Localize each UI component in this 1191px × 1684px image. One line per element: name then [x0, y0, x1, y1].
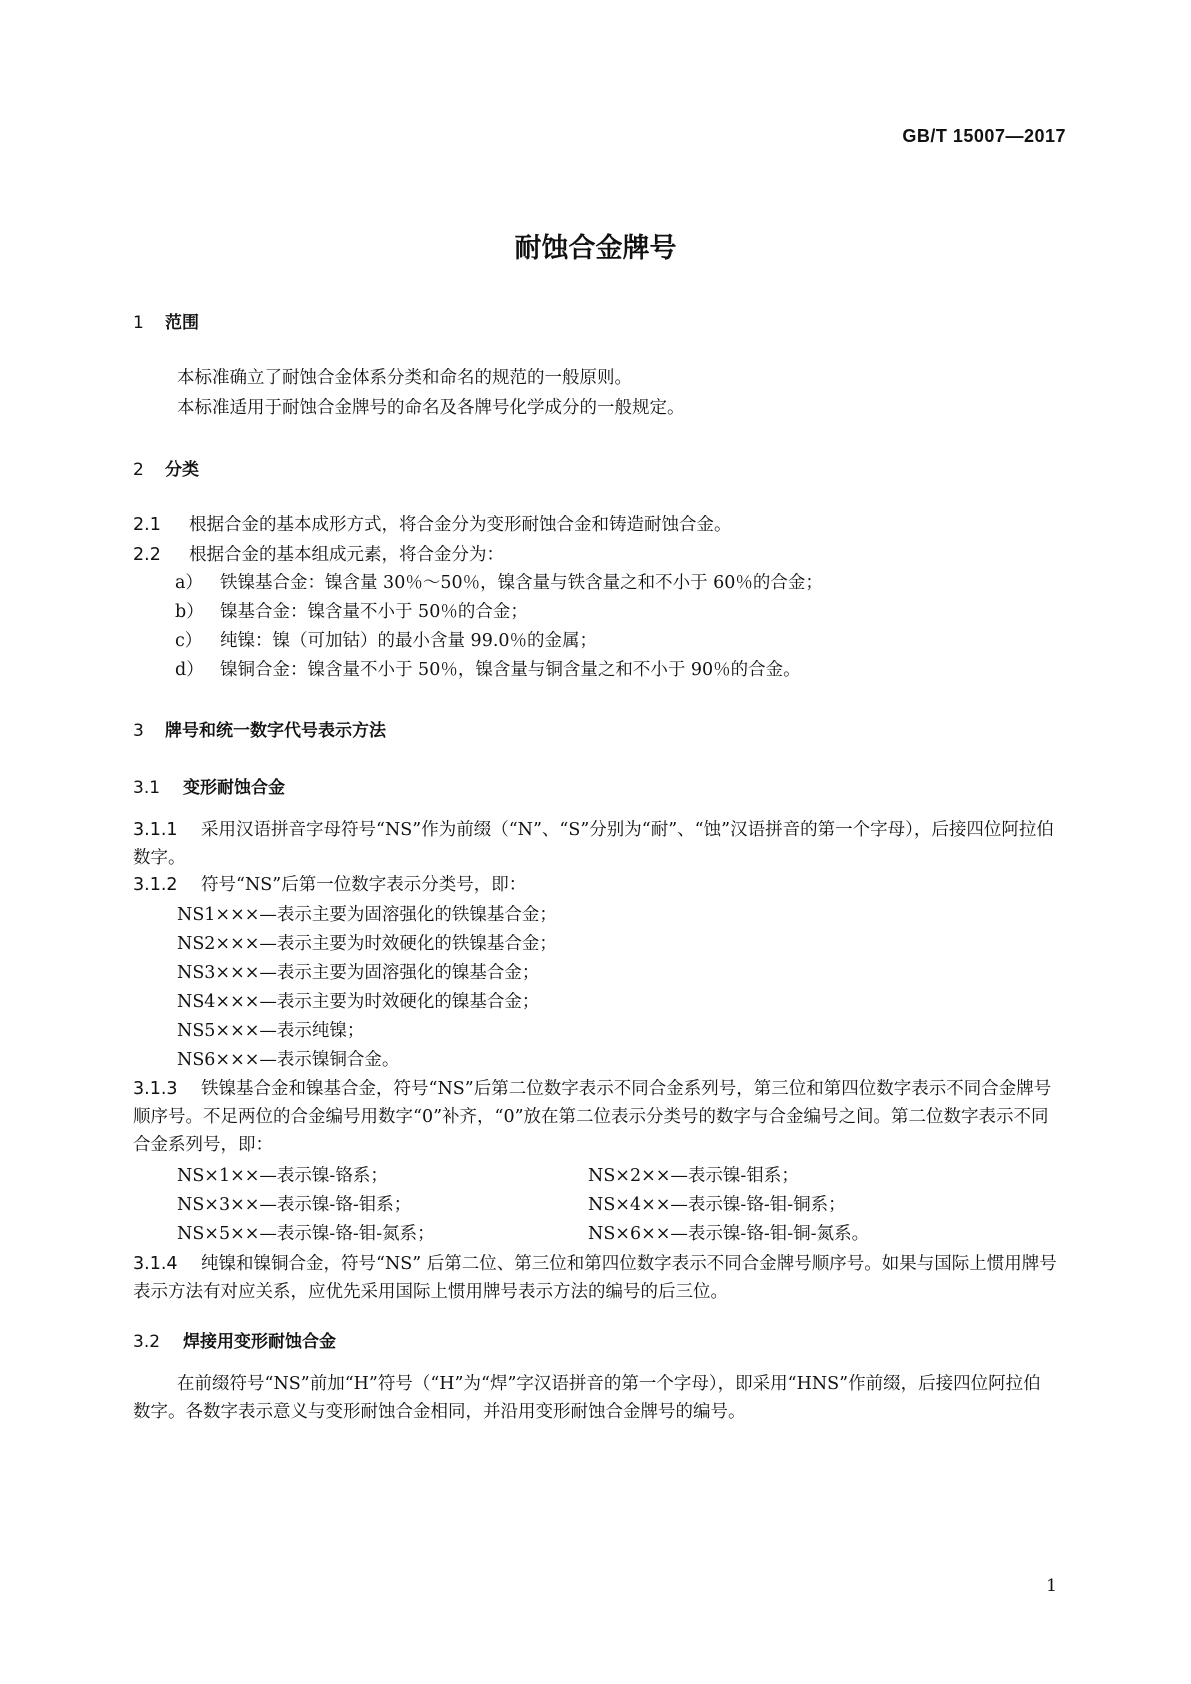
- clause-text: 采用汉语拼音字母符号“NS”作为前缀（“N”、“S”分别为“耐”、“蚀”汉语拼音的第一个字母），后接四位阿拉伯数字。: [133, 820, 1054, 868]
- clause-text: 铁镍基合金和镍基合金，符号“NS”后第二位数字表示不同合金系列号，第三位和第四位数字表示不同合金牌号顺序号。不足两位的合金编号用数字“0”补齐，“0”放在第二位表示分类号的数字与合金编号之间。第二位数字表示不同合金系列号，即：: [133, 1079, 1052, 1155]
- list-item: NS2×××—表示主要为时效硬化的铁镍基合金；: [177, 934, 557, 954]
- list-item: NS×2××—表示镍-钼系；: [588, 1166, 799, 1186]
- clause-number: 2.1: [133, 515, 161, 535]
- list-item: NS1×××—表示主要为固溶强化的铁镍基合金；: [177, 905, 557, 925]
- list-text: 铁镍基合金：镍含量 30％～50％，镍含量与铁含量之和不小于 60％的合金；: [220, 573, 823, 593]
- list-item: NS×3××—表示镍-铬-钼系；: [177, 1195, 412, 1215]
- section-title: 焊接用变形耐蚀合金: [183, 1332, 336, 1352]
- paragraph: 本标准确立了耐蚀合金体系分类和命名的规范的一般原则。: [177, 368, 632, 388]
- list-item: NS4×××—表示主要为时效硬化的镍基合金；: [177, 992, 540, 1012]
- subsection-3-1-heading: [133, 773, 285, 798]
- paragraph: 本标准适用于耐蚀合金牌号的命名及各牌号化学成分的一般规定。: [177, 398, 685, 418]
- section-title: 范围: [165, 313, 199, 333]
- section-title: 牌号和统一数字代号表示方法: [165, 721, 386, 741]
- section-number: 2: [133, 460, 144, 480]
- clause-number: 3.1.2: [133, 875, 178, 895]
- subsection-3-2-heading: [133, 1327, 336, 1352]
- list-text: 纯镍：镍（可加钴）的最小含量 99.0％的金属；: [220, 631, 598, 651]
- document-title: 耐蚀合金牌号: [514, 233, 677, 264]
- section-number: 1: [133, 313, 144, 333]
- list-item: NS6×××—表示镍铜合金。: [177, 1050, 400, 1070]
- clause-text: 纯镍和镍铜合金，符号“NS” 后第二位、第三位和第四位数字表示不同合金牌号顺序号。如果与国际上惯用牌号表示方法有对应关系，应优先采用国际上惯用牌号表示方法的编号的后三位。: [133, 1254, 1057, 1302]
- list-item: [175, 629, 597, 653]
- clause-3-1-2: [133, 873, 526, 897]
- list-item: [175, 571, 823, 595]
- page-number: 1: [1046, 1576, 1057, 1596]
- clause-text: 符号“NS”后第一位数字表示分类号，即：: [201, 875, 527, 895]
- section-title: 分类: [165, 460, 199, 480]
- clause-text: 根据合金的基本组成元素，将合金分为：: [189, 545, 504, 565]
- list-label: b）: [175, 602, 204, 622]
- clause-3-1-1: [133, 816, 1058, 872]
- list-item: [175, 600, 528, 624]
- list-item: NS×5××—表示镍-铬-钼-氮系；: [177, 1224, 435, 1244]
- section-number: 3.1: [133, 778, 161, 798]
- list-text: 镍铜合金：镍含量不小于 50％，镍含量与铜含量之和不小于 90％的合金。: [220, 660, 801, 680]
- list-label: a）: [175, 573, 203, 593]
- section-2-heading: [133, 455, 199, 480]
- paragraph: 在前缀符号“NS”前加“H”符号（“H”为“焊”字汉语拼音的第一个字母），即采用“HNS”作前缀，后接四位阿拉伯数字。各数字表示意义与变形耐蚀合金相同，并沿用变形耐蚀合金牌号的编号。: [133, 1374, 1041, 1422]
- section-number: 3: [133, 721, 144, 741]
- clause-2-2: [133, 543, 504, 567]
- section-3-heading: [133, 716, 386, 741]
- list-text: 镍基合金：镍含量不小于 50％的合金；: [220, 602, 528, 622]
- list-label: c）: [175, 631, 203, 651]
- list-item: NS×6××—表示镍-铬-钼-铜-氮系。: [588, 1224, 870, 1244]
- clause-number: 3.1.1: [133, 820, 178, 840]
- clause-3-1-3: [133, 1075, 1058, 1159]
- clause-2-1: [133, 513, 732, 537]
- section-1-heading: [133, 308, 199, 333]
- clause-number: 3.1.4: [133, 1254, 178, 1274]
- clause-text: 根据合金的基本成形方式，将合金分为变形耐蚀合金和铸造耐蚀合金。: [189, 515, 732, 535]
- section-title: 变形耐蚀合金: [183, 778, 285, 798]
- clause-number: 3.1.3: [133, 1079, 178, 1099]
- section-number: 3.2: [133, 1332, 161, 1352]
- list-label: d）: [175, 660, 204, 680]
- list-item: NS×1××—表示镍-铬系；: [177, 1166, 388, 1186]
- list-item: [175, 658, 801, 682]
- list-item: NS3×××—表示主要为固溶强化的镍基合金；: [177, 963, 540, 983]
- clause-number: 2.2: [133, 545, 161, 565]
- clause-3-1-4: [133, 1250, 1058, 1306]
- list-item: NS×4××—表示镍-铬-钼-铜系；: [588, 1195, 846, 1215]
- list-item: NS5×××—表示纯镍；: [177, 1021, 365, 1041]
- standard-number: GB/T 15007—2017: [902, 126, 1066, 146]
